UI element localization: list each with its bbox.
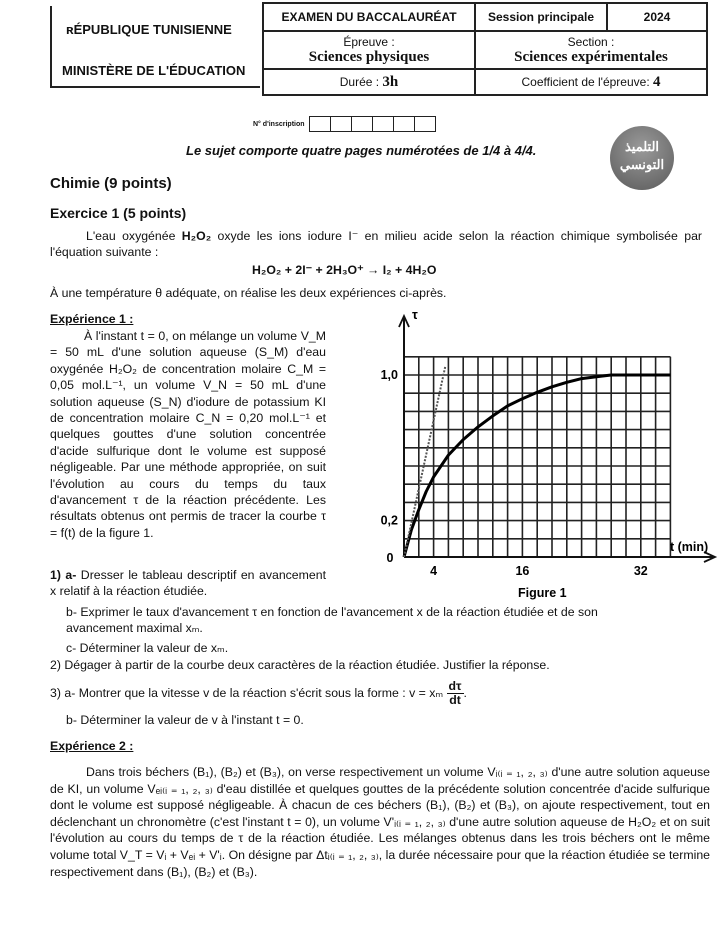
intro-text-2: oxyde les ions iodure I⁻ en milieu acide selon la réaction chimique symbolisée par l'équation suivante : [50,229,702,260]
x-tick-label: 16 [515,564,530,578]
q1a-text: Dresser le tableau descriptif en avancement x relatif à la réaction étudiée. [50,568,326,599]
duree-value: 3h [382,73,399,90]
q2: 2) Dégager à partir de la courbe deux caractères de la réaction étudiée. Justifier la réponse. [50,658,550,672]
q1a [50,567,326,599]
header-left-box [50,6,260,88]
intro-h2o2: H₂O₂ [181,229,212,243]
logo-line-2: التونسي [619,157,665,172]
epreuve-label: Épreuve : [343,34,395,49]
figure-1-chart [340,305,720,605]
q1a-number: 1) a- [50,568,77,582]
epreuve-cell [263,31,475,69]
watermark-logo [610,126,674,190]
exp2-text: Dans trois béchers (B₁), (B₂) et (B₃), on verse respectivement un volume Vᵢ₍ᵢ ₌ ₁, ₂, ₃₎ d'une autre solution aqueuse de KI, un volume Vₑᵢ₍ᵢ ₌ ₁, ₂, ₃₎ d'eau distillée et quelques gouttes de la précédente solution concentrée d'acide sulfurique dont le volume est supposé négligeable. À chacun de ces béchers (B₁), (B₂) et (B₃), on ajoute respectivement, tout en déclenchant un chronomètre (c'est l'instant t = 0), un volume V'ᵢ₍ᵢ ₌ ₁, ₂, ₃₎ d'une autre solution aqueuse de H₂O₂ et on suit l'évolution au cours du temps de τ de la réaction étudiée. Les mélanges obtenus dans les trois béchers ont le même volume total V_T = Vᵢ + Vₑᵢ + V'ᵢ. On désigne par Δtᵢ₍ᵢ ₌ ₁, ₂, ₃₎, la durée nécessaire pour que la réaction étudiée se termine respectivement dans (B₁), (B₂) et (B₃). [50,765,710,879]
intro-text-1: L'eau oxygénée [86,229,182,243]
x-axis-label: t (min) [670,540,709,554]
section-label: Section : [567,34,615,49]
subject-note: Le sujet comporte quatre pages numérotées de 1/4 à 4/4. [186,143,537,158]
temperature-text: À une température θ adéquate, on réalise les deux expériences ci-après. [50,286,447,300]
inscription-field [253,116,436,132]
intro-paragraph [50,228,702,260]
chart-title: Figure 1 [518,586,567,600]
chart-grid [404,357,670,557]
chart-ticks [381,368,648,578]
ministry-label: MINISTÈRE DE L'ÉDUCATION [62,63,246,78]
exam-header-table [262,2,708,96]
tangent-line [404,366,445,557]
republic-label: ʀÉPUBLIQUE TUNISIENNE [66,22,232,37]
exp2-title: Expérience 2 : [50,739,134,753]
session-label: Session principale [475,3,607,31]
y-tick-label: 0,2 [380,513,398,528]
fraction-numerator: dτ [448,679,462,693]
q3b: b- Déterminer la valeur de v à l'instant t = 0. [66,713,304,727]
q3a-text: 3) a- Montrer que la vitesse v de la réaction s'écrit sous la forme : v = xₘ [50,685,444,700]
reaction-equation: H₂O₂ + 2I⁻ + 2H₃O⁺ → I₂ + 4H₂O [252,263,437,277]
fraction-denominator: dt [449,693,461,707]
coef-value: 4 [652,73,661,90]
x-tick-label: 4 [430,564,438,578]
chimie-title: Chimie (9 points) [50,175,172,192]
chart-axes [399,316,715,562]
y-axis-label: τ [412,307,418,322]
x-tick-label: 32 [633,564,648,578]
derivative-fraction [447,680,464,707]
inscription-boxes[interactable] [309,116,436,132]
duree-label: Durée : [339,74,383,89]
exam-label: EXAMEN DU BACCALAURÉAT [263,3,475,31]
section-cell [475,31,707,69]
epreuve-value: Sciences physiques [308,48,430,65]
coef-cell [475,69,707,95]
inscription-label: N° d'inscription [253,120,305,128]
q1b: b- Exprimer le taux d'avancement τ en fonction de l'avancement x de la réaction étudiée et de son avancement maximal xₘ. [66,605,598,636]
exp1-text: À l'instant t = 0, on mélange un volume V_M = 50 mL d'une solution aqueuse (S_M) d'eau oxygénée H₂O₂ de concentration molaire C_M = 0,05 mol.L⁻¹, un volume V_N = 50 mL d'une solution aqueuse (S_N) d'iodure de potassium KI de concentration molaire C_N = 0,20 mol.L⁻¹ et quelques gouttes d'une solution concentrée d'acide sulfurique dont le volume est supposé négligeable. Par une méthode appropriée, on suit l'évolution au cours du temps du taux d'avancement τ de la réaction précédente. Les résultats obtenus ont permis de tracer la courbe τ = f(t) de la figure 1. [50,329,326,540]
coef-label: Coefficient de l'épreuve: [521,74,653,89]
logo-line-1: التلميذ [624,139,660,154]
q1c: c- Déterminer la valeur de xₘ. [66,641,229,655]
duree-cell [263,69,475,95]
exp1-title: Expérience 1 : [50,312,134,326]
y-tick-label: 1,0 [380,368,398,382]
year-label: 2024 [607,3,707,31]
exercice-title: Exercice 1 (5 points) [50,205,187,221]
q3a: 3) a- Montrer que la vitesse v de la réaction s'écrit sous la forme : v = xₘ $\frac{d\tau}{dt}$ . [50,679,467,707]
x-tick-label: 0 [386,551,394,565]
section-value: Sciences expérimentales [514,48,668,65]
